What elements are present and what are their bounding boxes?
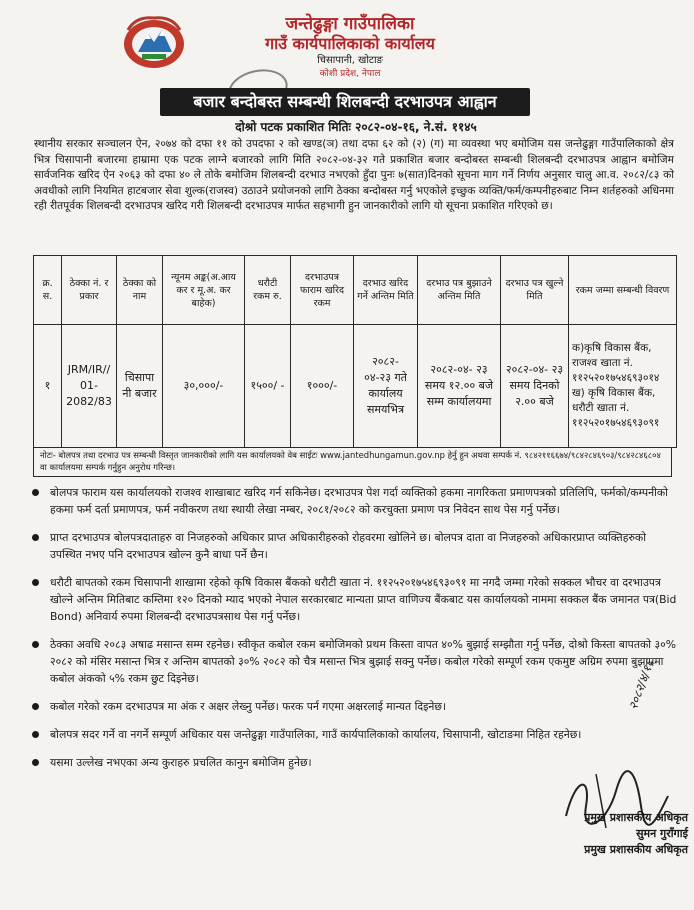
condition-text: यसमा उल्लेख नभएका अन्य कुराहरु प्रचलित कानुन बमोजिम हुनेछ। xyxy=(50,756,312,769)
table-row xyxy=(34,325,677,448)
bullet-icon xyxy=(32,534,39,541)
col-header-sn: क्र. स. xyxy=(34,256,62,325)
bullet-icon xyxy=(32,759,39,766)
condition-text: बोलपत्र सदर गर्ने वा नगर्ने सम्पूर्ण अधिकार यस जन्तेढुङ्गा गाउँपालिका, गाउँ कार्यपालिकाको कार्यालय, चिसापानी, खोटाङमा निहित रहनेछ। xyxy=(50,728,582,741)
office-location: चिसापानी, खोटाङ xyxy=(317,55,383,66)
office-province: कोशी प्रदेश, नेपाल xyxy=(319,69,381,79)
col-header-min-amount: न्यूनम अङ्क(अ.आय कर र मू.अ. कर बाहेक) xyxy=(163,256,245,325)
bullet-icon xyxy=(32,731,39,738)
condition-text: प्राप्त दरभाउपत्र बोलपत्रदाताहरु वा निजहरुको अधिकार प्राप्त अधिकारीहरुको रोहवरमा खोलिने छ। बोलपत्र दाता वा निजहरुको अधिकारप्राप्त व्यक्तिहरुको उपस्थित नभए पनि दरभाउपत्र खोल्न कुनै बाधा पर्ने छैन। xyxy=(50,531,646,561)
signatory-role-printed: प्रमुख प्रशासकीय अधिकृत xyxy=(584,843,688,856)
bullet-icon xyxy=(32,489,39,496)
list-item xyxy=(28,726,678,743)
col-header-form-fee: दरभाउपत्र फाराम खरिद रकम xyxy=(291,256,354,325)
conditions-list xyxy=(28,484,678,782)
bullet-icon xyxy=(32,703,39,710)
list-item xyxy=(28,529,678,563)
col-header-contract-no: ठेक्का नं. र प्रकार xyxy=(62,256,117,325)
signatory-name: सुमन गुराँगाई xyxy=(636,827,688,840)
notice-intro: स्थानीय सरकार सञ्चालन ऐन, २०७४ को दफा ११ को उपदफा २ को खण्ड(ञ) तथा दफा ६२ को (२) (ग) मा व्यवस्था भए बमोजिम यस जन्तेढुङ्गा गाउँपालिकाको क्षेत्र भित्र चिसापानी बजारमा हाम्रामा एक पटक लाग्ने बजारको लागि मिति २०८२-०४-३२ गते प्रकाशित बजार बन्दोबस्त सम्बन्धी शिलबन्दी दरभाउपत्र आह्वान बमोजिम सार्वजनिक खरिद ऐन २०६३ को दफा ४० ले तोके बमोजिम शिलबन्दी दरभाउ नभएको हुँदा पुनः ७(सात)दिनको सूचना माग गर्ने निर्णय अनुसार चालु आ.व. २०८२/८३ को अवधीको लागि नियमित हाटबजार सेवा शुल्क(राजस्व) उठाउने प्रयोजनको लागि ठेक्का बन्दोबस्त गर्नु भएकोले इच्छुक व्यक्ति/फर्म/कम्पनीहरुबाट निम्न शर्तहरुको अधिनमा रही रीतपूर्वक शिलबन्दी दरभाउपत्र खरिद गरी शिलबन्दी दरभाउपत्र मार्फत सहभागी हुन जानकारीको लागि यो सूचना प्रकाशित गरिएको छ। xyxy=(34,138,674,212)
cell-submission-deadline: २०८२-०४- २३ समय १२.०० बजे सम्म कार्यालयमा xyxy=(418,325,501,448)
col-header-opening-date: दरभाउ पत्र खुल्ने मिति xyxy=(501,256,569,325)
condition-text: धरौटी बापतको रकम चिसापानी शाखामा रहेको कृषि विकास बैंकको धरौटी खाता नं. ११२५२०१७५४६९३०९१ मा नगदै जम्मा गरेको सक्कल भौचर वा दरभाउपत्र खोल्ने अन्तिम मितिबाट कम्तिमा १२० दिनको म्याद भएको नेपाल सरकारबाट मान्यता प्राप्त वाणिज्य बैंकबाट यस कार्यालयको नाममा सक्कल बैंक जमानत पत्र(Bid Bond) अनिवार्य रुपमा शिलबन्दी दरभाउपत्रसाथ पेस गर्नु पर्नेछ। xyxy=(50,576,677,623)
condition-text: कबोल गरेको रकम दरभाउपत्र मा अंक र अक्षर लेख्नु पर्नेछ। फरक पर्न गएमा अक्षरलाई मान्यत दिइनेछ। xyxy=(50,700,447,713)
list-item xyxy=(28,574,678,625)
signature-block xyxy=(548,810,688,858)
cell-deposit: १५००/ - xyxy=(245,325,291,448)
col-header-contract-name: ठेक्का को नाम xyxy=(117,256,163,325)
office-name: गाउँ कार्यपालिकाको कार्यालय xyxy=(265,34,435,53)
bullet-icon xyxy=(32,641,39,648)
cell-min-amount: ३०,०००/- xyxy=(163,325,245,448)
cell-opening-date: २०८२-०४- २३ समय दिनको २.०० बजे xyxy=(501,325,569,448)
bullet-icon xyxy=(32,579,39,586)
letterhead xyxy=(200,14,500,80)
cell-form-fee: १०००/- xyxy=(291,325,354,448)
list-item xyxy=(28,636,678,687)
cell-contract-no: JRM/IR// 01- 2082/83 xyxy=(62,325,117,448)
condition-text: ठेक्का अवधि २०८३ अषाढ मसान्त सम्म रहनेछ। स्वीकृत कबोल रकम बमोजिमको प्रथम किस्ता वापत ४०% बुझाई सम्झौता गर्नु पर्नेछ, दोश्रो किस्ता बापतको ३०% २०८२ को मंसिर मसान्त भित्र र अन्तिम बापतको ३०% २०८२ को चैत्र मसान्त भित्र बुझाई सक्नु पर्नेछ। कबोल गरेको सम्पूर्ण रकम एकमुष्ट अग्रिम रुपमा बुझाएमा कबोल अंकको ५% रकम छुट दिइनेछ। xyxy=(50,638,676,685)
notice-title: बजार बन्दोबस्त सम्बन्धी शिलबन्दी दरभाउपत्र आह्वान xyxy=(160,88,530,116)
municipality-name: जन्तेढुङ्गा गाउँपालिका xyxy=(285,14,415,34)
list-item xyxy=(28,698,678,715)
cell-deposit-details: क)कृषि विकास बैंक, राजश्व खाता नं. ११२५२०१७५४६९३०१४ ख) कृषि विकास बैंक, धरौटी खाता नं. ११२५२०१७५४६९३०९१ xyxy=(569,325,677,448)
table-note: नोटः- बोलपत्र तथा दरभाउ पत्र सम्बन्धी विस्तृत जानकारीको लागि यस कार्यालयको वेब साईटः www.jantedhungamun.gov.np हेर्नु हुन अथवा सम्पर्क नं. ९८४२११६६७४/९८४२८४६९०३/९८४२८४६८०४ वा कार्यालयमा सम्पर्क गर्नुहुन अनुरोध गरिन्छ। xyxy=(33,447,672,477)
cell-purchase-deadline: २०८२- ०४-२३ गते कार्यालय समयभित्र xyxy=(354,325,418,448)
col-header-purchase-deadline: दरभाउ खरिद गर्ने अन्तिम मिति xyxy=(354,256,418,325)
publication-date: दोश्रो पटक प्रकाशित मितिः २०८२-०४-१६, ने.सं. ११४५ xyxy=(235,120,477,134)
col-header-deposit-details: रकम जम्मा सम्बन्धी विवरण xyxy=(569,256,677,325)
condition-text: बोलपत्र फाराम यस कार्यालयको राजश्व शाखाबाट खरिद गर्न सकिनेछ। दरभाउपत्र पेश गर्दा व्यक्तिको हकमा नागरिकता प्रमाणपत्रको प्रतिलिपि, फर्मको/कम्पनीको हकमा फर्म दर्ता प्रमाणपत्र, फर्म नवीकरण तथा स्थायी लेखा नम्बर, २०८१/२०८२ को करचुक्ता प्रमाण पत्र निवेदन साथ पेस गर्नु पर्नेछ। xyxy=(50,486,668,516)
list-item xyxy=(28,484,678,518)
cell-contract-name: चिसापा नी बजार xyxy=(117,325,163,448)
bid-table xyxy=(33,255,677,448)
cell-sn: १ xyxy=(34,325,62,448)
nepal-emblem-icon xyxy=(118,12,190,72)
col-header-submission-deadline: दरभाउ पत्र बुझाउने अन्तिम मिति xyxy=(418,256,501,325)
col-header-deposit: धरौटी रकम रु. xyxy=(245,256,291,325)
handwritten-date: २०८२/४/१६ xyxy=(625,658,657,712)
table-header-row xyxy=(34,256,677,325)
signatory-role: प्रमुख प्रशासकीय अधिकृत xyxy=(584,811,688,824)
